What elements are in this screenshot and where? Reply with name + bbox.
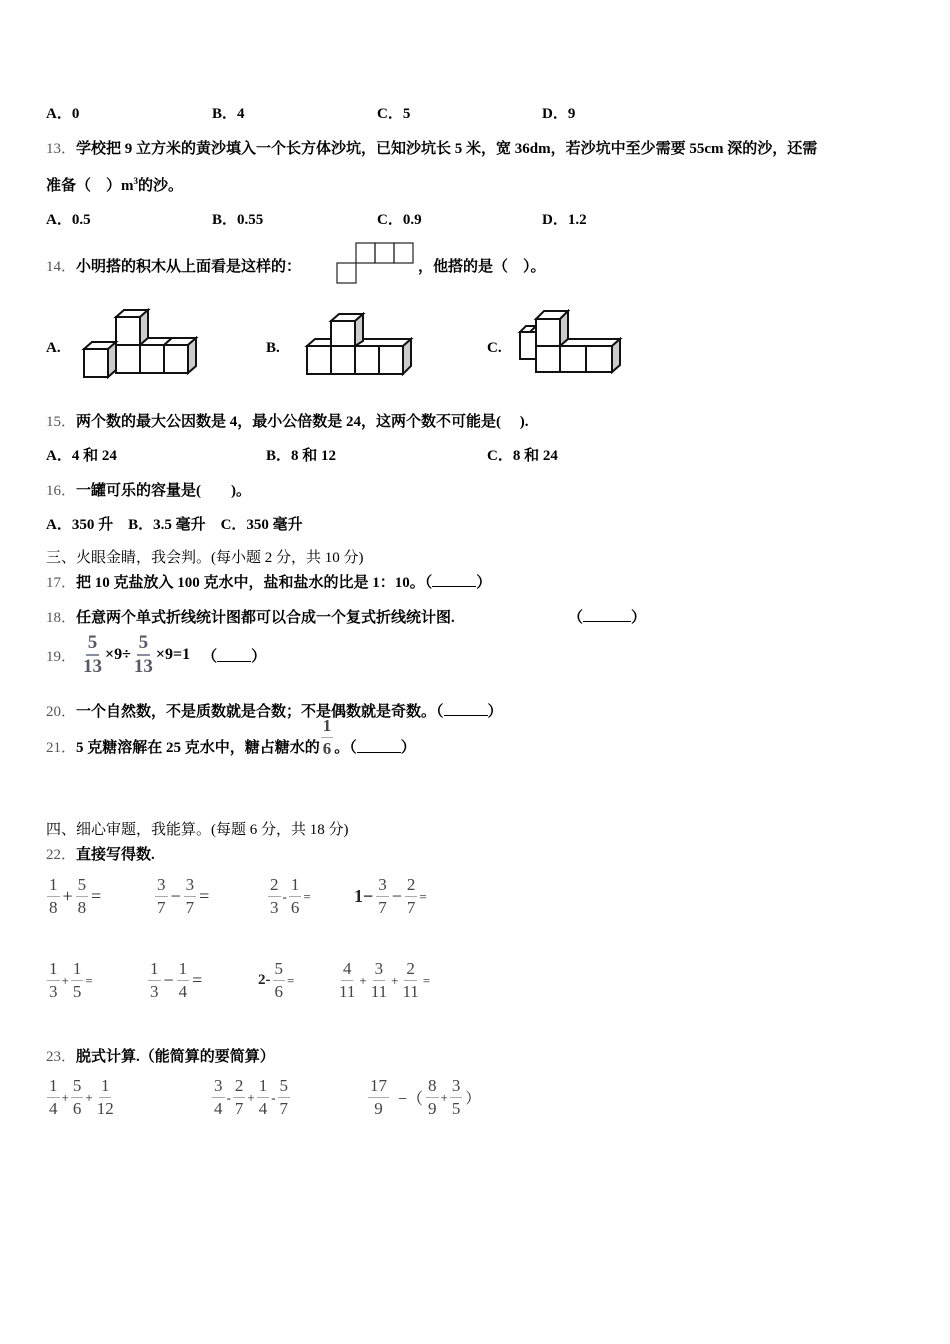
q14-option-b-label: B. [266,340,280,356]
cube-figure-a [82,308,202,380]
q17-statement: 17．把 10 克盐放入 100 克水中，盐和盐水的比是 1：10。（ ） [46,575,492,591]
q18-answer: （ ） [568,610,647,626]
q20-answer-blank[interactable] [444,703,488,716]
q12-option-c: C．5 [377,106,411,122]
q13-line2: 准备（ ）$m^3$的沙。 [46,176,184,194]
section4-heading: 四、细心审题，我能算。(每题 6 分，共 18 分) [46,822,349,838]
q15-option-a: A．4 和 24 [46,448,117,464]
fraction: $\frac{5}{13}$ [83,632,103,677]
q22-item-8: $\frac{4}{11}$ + $\frac{3}{11}$ + $\frac{2}{11}$ = [339,959,431,1001]
q16-question: 16．一罐可乐的容量是( )。 [46,483,252,499]
cube-figure-c [518,308,633,378]
q19-answer-blank[interactable] [217,649,251,662]
q23-expression-1: $\frac{1}{4}$ + $\frac{5}{6}$ + $\frac{1}{12}$ [49,1076,114,1118]
q23-title: 23．脱式计算.（能简算的要简算） [46,1049,275,1065]
q15-option-b: B．8 和 12 [266,448,337,464]
q15-question: 15．两个数的最大公因数是 4，最小公倍数是 24，这两个数不可能是( ). [46,414,529,430]
q14-question-tail: ，他搭的是（ ）。 [418,259,546,275]
q19-statement: 19． $\frac{5}{13}$ ×9÷ $\frac{5}{13}$ ×9=1 （ ） [46,632,267,677]
fraction: $\frac{1}{6}$ [322,716,332,758]
q22-item-4: 1− $\frac{3}{7}$ − $\frac{2}{7}$ = [354,875,427,917]
q17-answer-blank[interactable] [432,574,476,587]
q13-line1: 13．学校把 9 立方米的黄沙填入一个长方体沙坑，已知沙坑长 5 米，宽 36dm，若沙坑中至少需要 55cm 深的沙，还需 [46,141,818,157]
q21-statement: 21． 5 克糖溶解在 25 克水中，糖占糖水的 $\frac{1}{6}$ 。（ ） [46,716,416,758]
fraction: $\frac{5}{13}$ [133,632,153,677]
q22-item-7: 2- $\frac{5}{6}$ = [258,959,295,1001]
top-view-diagram [336,242,416,284]
q12-option-a: A．0 [46,106,80,122]
q20-statement: 20．一个自然数，不是质数就是合数；不是偶数就是奇数。（ ） [46,704,503,720]
q18-statement: 18．任意两个单式折线统计图都可以合成一个复式折线统计图. [46,610,455,626]
q15-option-c: C．8 和 24 [487,448,558,464]
q18-answer-blank[interactable] [583,609,631,622]
q13-option-a: A．0.5 [46,212,91,228]
q22-item-6: $\frac{1}{3}$ − $\frac{1}{4}$ = [150,959,203,1001]
q13-option-c: C．0.9 [377,212,422,228]
q12-option-b: B．4 [212,106,245,122]
q13-option-b: B．0.55 [212,212,264,228]
q16-options: A．350 升 B．3.5 毫升 C．350 毫升 [46,517,303,533]
q14-question: 14．小明搭的积木从上面看是这样的： [46,259,302,275]
q22-item-3: $\frac{2}{3}$ - $\frac{1}{6}$ = [270,875,311,917]
section3-heading: 三、火眼金睛，我会判。(每小题 2 分，共 10 分) [46,550,364,566]
cube-figure-b [305,308,420,378]
q23-expression-3: $\frac{17}{9}$ −（ $\frac{8}{9}$ + $\frac{3}{5}$ ） [370,1076,481,1118]
q22-item-1: $\frac{1}{8}$ + $\frac{5}{8}$ = [49,875,102,917]
q22-item-2: $\frac{3}{7}$ − $\frac{3}{7}$ = [157,875,210,917]
q22-title: 22．直接写得数. [46,847,155,863]
q22-item-5: $\frac{1}{3}$ + $\frac{1}{5}$ = [49,959,93,1001]
q14-option-a-label: A. [46,340,61,356]
q13-option-d: D．1.2 [542,212,587,228]
q12-option-d: D．9 [542,106,576,122]
q23-expression-2: $\frac{3}{4}$ - $\frac{2}{7}$ + $\frac{1}{4}$ - $\frac{5}{7}$ [214,1076,289,1118]
q14-option-c-label: C. [487,340,502,356]
q21-answer-blank[interactable] [357,740,401,753]
